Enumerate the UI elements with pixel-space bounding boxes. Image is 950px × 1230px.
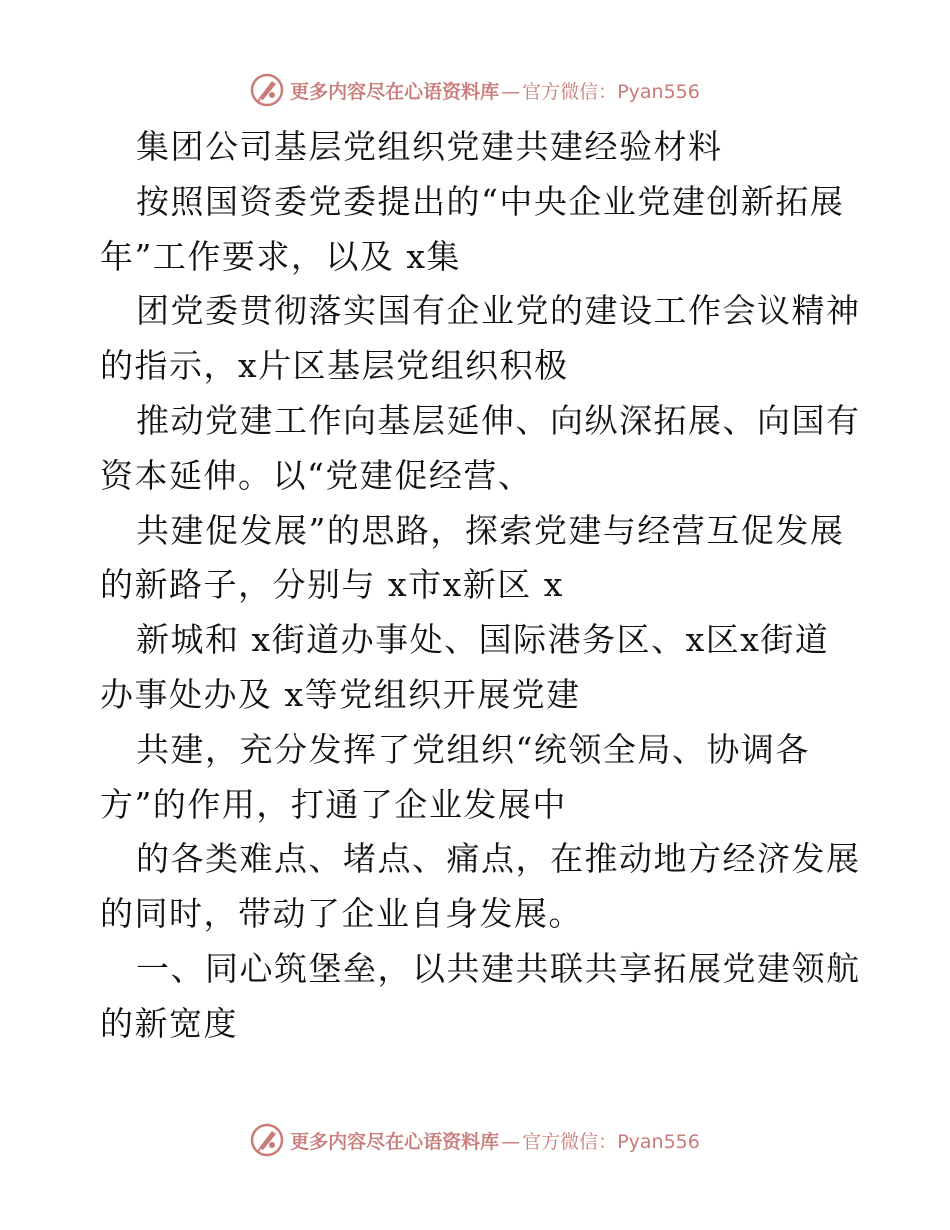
watermark-wechat-label: 官方微信： xyxy=(522,80,618,103)
document-title: 集团公司基层党组织党建共建经验材料 xyxy=(136,127,723,166)
paragraph-line: 资本延伸。以“党建促经营、 xyxy=(100,455,533,495)
paragraph-line: 的同时，带动了企业自身发展。 xyxy=(100,894,583,934)
paragraph-line: 的各类难点、堵点、痛点，在推动地方经济发展 xyxy=(136,839,861,879)
quill-pen-logo-icon xyxy=(250,1123,284,1157)
paragraph-line: 团党委贯彻落实国有企业党的建设工作会议精神 xyxy=(136,291,861,331)
paragraph-line: 年”工作要求，以及 x集 xyxy=(100,236,461,276)
paragraph-line: 按照国资委党委提出的“中央企业党建创新拓展 xyxy=(136,181,845,221)
watermark-separator: — xyxy=(501,80,521,103)
watermark-site: 更多内容尽在心语资料库 xyxy=(290,80,500,103)
watermark-wechat-label: 官方微信： xyxy=(522,1130,618,1153)
section-heading-continued: 的新宽度 xyxy=(100,1003,238,1043)
watermark-wechat-id: Pyan556 xyxy=(617,80,700,103)
paragraph-line: 共建促发展”的思路，探索党建与经营互促发展 xyxy=(136,510,845,550)
paragraph-line: 的新路子，分别与 x市x新区 x xyxy=(100,565,564,605)
watermark-text xyxy=(290,77,700,104)
paragraph-line: 办事处办及 x等党组织开展党建 xyxy=(100,674,581,714)
paragraph-line: 方”的作用，打通了企业发展中 xyxy=(100,784,567,824)
watermark-separator: — xyxy=(501,1130,521,1153)
footer-watermark xyxy=(0,1120,950,1160)
paragraph-line: 新城和 x街道办事处、国际港务区、x区x街道 xyxy=(136,620,830,660)
watermark-site: 更多内容尽在心语资料库 xyxy=(290,1130,500,1153)
section-heading: 一、同心筑堡垒，以共建共联共享拓展党建领航 xyxy=(136,948,861,988)
paragraph-line: 的指示，x片区基层党组织积极 xyxy=(100,346,569,386)
paragraph-line: 推动党建工作向基层延伸、向纵深拓展、向国有 xyxy=(136,400,861,440)
watermark-wechat-id: Pyan556 xyxy=(617,1130,700,1153)
paragraph-line: 共建，充分发挥了党组织“统领全局、协调各 xyxy=(136,729,810,769)
document-body xyxy=(100,120,860,1052)
watermark-text xyxy=(290,1127,700,1154)
quill-pen-logo-icon xyxy=(250,73,284,107)
header-watermark xyxy=(0,70,950,110)
